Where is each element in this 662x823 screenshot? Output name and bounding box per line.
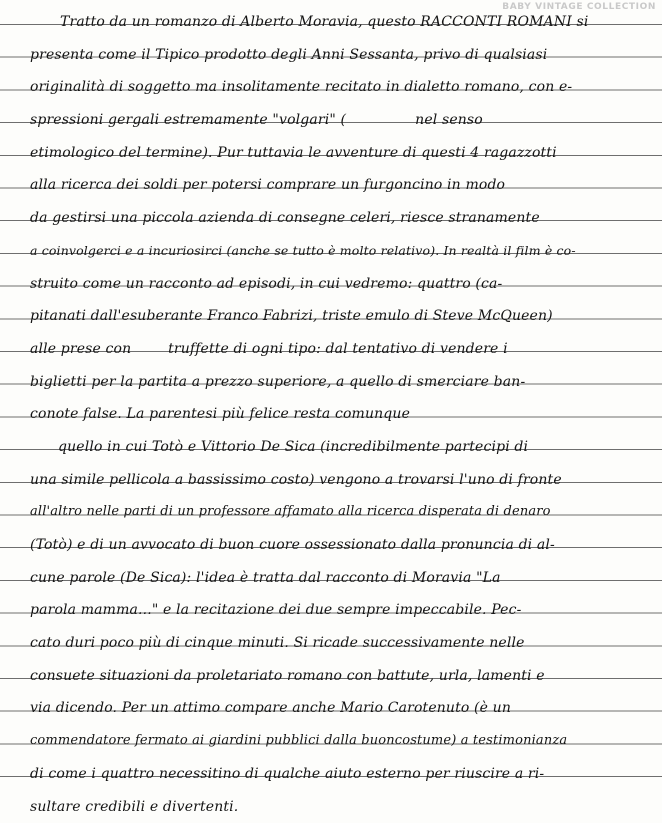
text-line: pitanati dall'esuberante Franco Fabrizi, triste emulo di Steve McQueen) xyxy=(30,300,650,333)
text-line: originalità di soggetto ma insolitamente recitato in dialetto romano, con e- xyxy=(30,71,650,104)
text-line: presenta come il Tipico prodotto degli Anni Sessanta, privo di qualsiasi xyxy=(30,39,650,72)
text-line: a coinvolgerci e a incuriosirci (anche se tutto è molto relativo). In realtà il film è co- xyxy=(30,235,650,268)
text-line: cune parole (De Sica): l'idea è tratta dal racconto di Moravia "La xyxy=(30,562,650,595)
text-line: di come i quattro necessitino di qualche aiuto esterno per riuscire a ri- xyxy=(30,758,650,791)
text-line: parola mamma..." e la recitazione dei due sempre impeccabile. Pec- xyxy=(30,594,650,627)
text-line: commendatore fermato ai giardini pubblici dalla buoncostume) a testimonianza xyxy=(30,725,650,758)
text-line: conote false. La parentesi più felice resta comunque xyxy=(30,398,650,431)
text-line: quello in cui Totò e Vittorio De Sica (incredibilmente partecipi di xyxy=(30,431,650,464)
text-line: etimologico del termine). Pur tuttavia le avventure di questi 4 ragazzotti xyxy=(30,137,650,170)
text-line: biglietti per la partita a prezzo superiore, a quello di smerciare ban- xyxy=(30,366,650,399)
text-line: alle prese con truffette di ogni tipo: dal tentativo di vendere i xyxy=(30,333,650,366)
text-line: via dicendo. Per un attimo compare anche Mario Carotenuto (è un xyxy=(30,692,650,725)
text-line: all'altro nelle parti di un professore affamato alla ricerca disperata di denaro xyxy=(30,496,650,529)
watermark: BABY VINTAGE COLLECTION xyxy=(502,2,656,12)
text-line: consuete situazioni da proletariato romano con battute, urla, lamenti e xyxy=(30,660,650,693)
text-line: alla ricerca dei soldi per potersi comprare un furgoncino in modo xyxy=(30,169,650,202)
text-line: da gestirsi una piccola azienda di consegne celeri, riesce stranamente xyxy=(30,202,650,235)
handwritten-review-text xyxy=(30,6,650,823)
text-line: sultare credibili e divertenti. xyxy=(30,791,650,823)
text-line: una simile pellicola a bassissimo costo) vengono a trovarsi l'uno di fronte xyxy=(30,464,650,497)
text-line: cato duri poco più di cinque minuti. Si ricade successivamente nelle xyxy=(30,627,650,660)
text-line: (Totò) e di un avvocato di buon cuore ossessionato dalla pronuncia di al- xyxy=(30,529,650,562)
text-line: struito come un racconto ad episodi, in cui vedremo: quattro (ca- xyxy=(30,268,650,301)
text-line: spressioni gergali estremamente "volgari" ( nel senso xyxy=(30,104,650,137)
text-line: Tratto da un romanzo di Alberto Moravia, questo RACCONTI ROMANI si xyxy=(30,6,650,39)
